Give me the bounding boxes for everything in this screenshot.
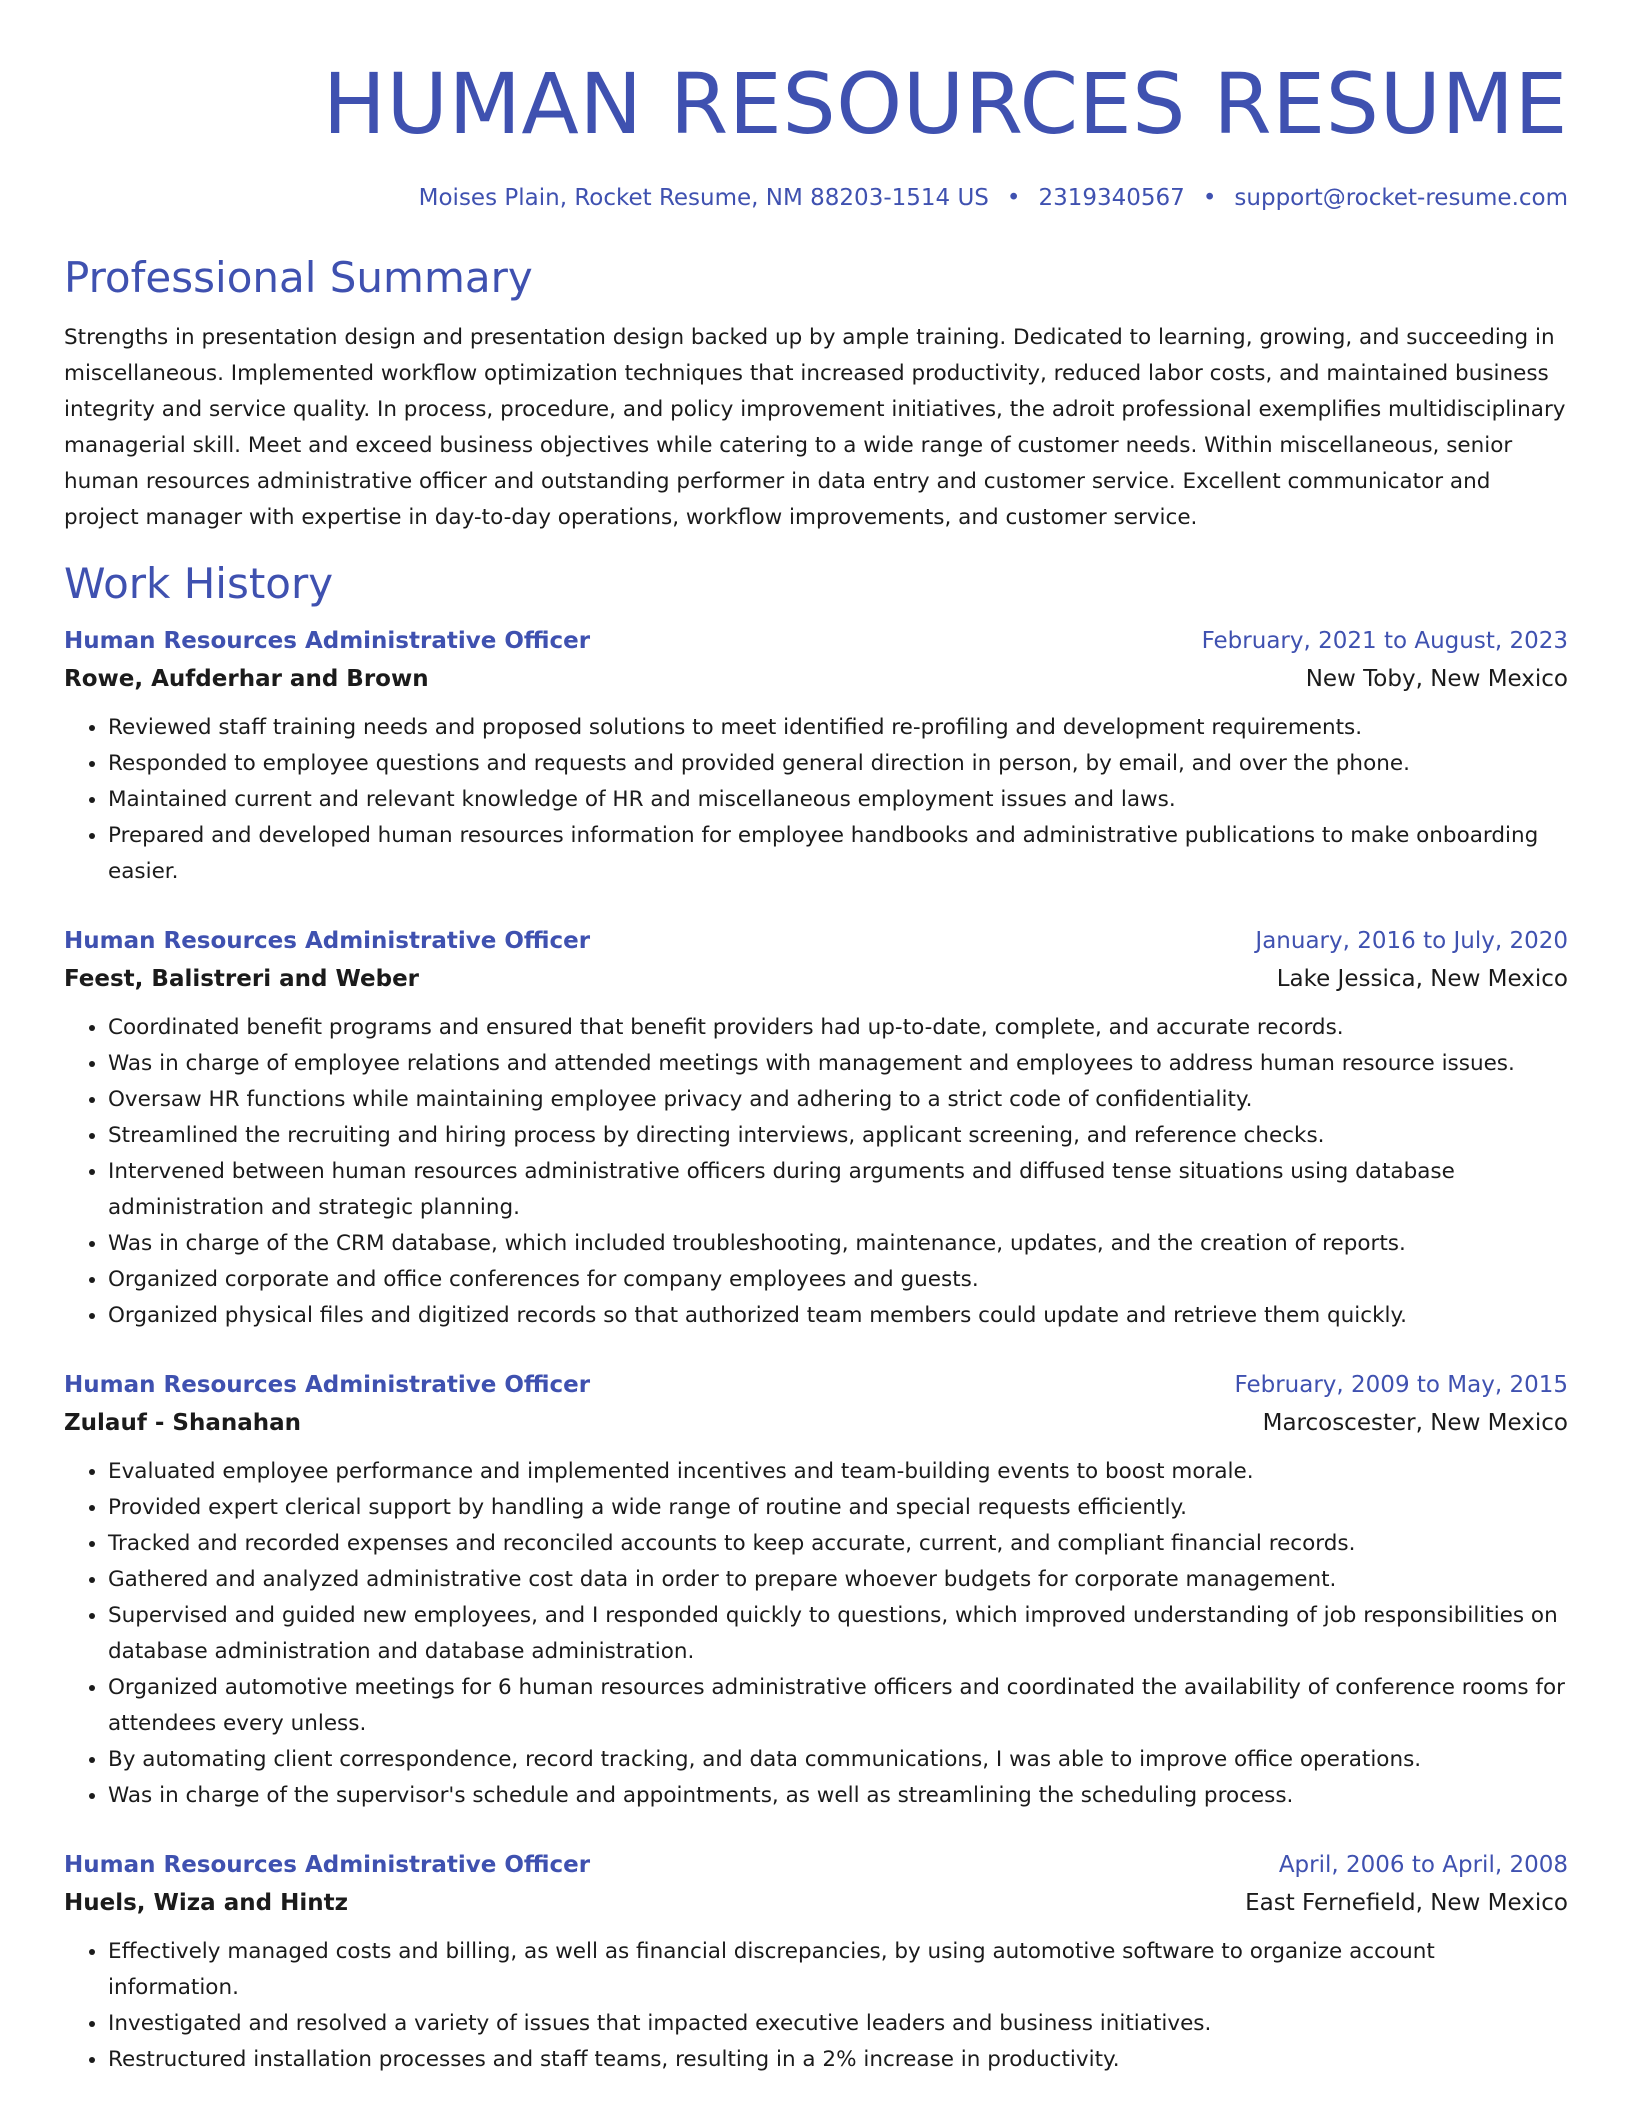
job-duty-item: • Organized automotive meetings for 6 human resources administrative officers and coordinated the availability of conference rooms for attendees every unless. [108,1670,1568,1742]
job-location: East Fernefield, New Mexico [1245,1890,1568,1916]
job-duty-item: • Tracked and recorded expenses and reconciled accounts to keep accurate, current, and compliant financial records. [108,1526,1568,1562]
job-duty-item: • Gathered and analyzed administrative cost data in order to prepare whoever budgets for corporate management. [108,1562,1568,1598]
job-duty-item: • Maintained current and relevant knowledge of HR and miscellaneous employment issues and laws. [108,782,1568,818]
job-duty-item: • Was in charge of employee relations and attended meetings with management and employees to address human resource issues. [108,1046,1568,1082]
job-dates: April, 2006 to April, 2008 [1278,1852,1568,1878]
job-company-row [64,1404,1568,1442]
job-company: Zulauf - Shanahan [64,1410,302,1436]
job-duty-item: • Supervised and guided new employees, and I responded quickly to questions, which improved understanding of job responsibilities on database administration and database administration. [108,1598,1568,1670]
job-company: Rowe, Aufderhar and Brown [64,666,429,692]
contact-line [64,182,1568,214]
job-duty-item: • Restructured installation processes and staff teams, resulting in a 2% increase in productivity. [108,2042,1568,2078]
separator-dot: • [1006,185,1021,211]
job-duty-item: • Oversaw HR functions while maintaining employee privacy and adhering to a strict code of confidentiality. [108,1082,1568,1118]
job-company-row [64,1884,1568,1922]
job-header-row [64,622,1568,660]
job-duties-list [64,1454,1568,1814]
job-duty-item: • Reviewed staff training needs and proposed solutions to meet identified re-profiling and development requirements. [108,710,1568,746]
summary-heading: Professional Summary [64,253,533,302]
job-duty-item: • Organized physical files and digitized records so that authorized team members could update and retrieve them quickly. [108,1298,1568,1334]
job-dates: February, 2021 to August, 2023 [1201,628,1568,654]
job-duty-item: • Organized corporate and office conferences for company employees and guests. [108,1262,1568,1298]
job-entry [64,1846,1568,2078]
contact-email[interactable]: support@rocket-resume.com [1234,185,1568,211]
job-duty-item: • Evaluated employee performance and implemented incentives and team-building events to boost morale. [108,1454,1568,1490]
job-company: Huels, Wiza and Hintz [64,1890,348,1916]
job-title: Human Resources Administrative Officer [64,1372,591,1398]
work-history-heading: Work History [64,559,334,608]
contact-address: Moises Plain, Rocket Resume, NM 88203-1514 US [418,185,989,211]
resume-title: HUMAN RESOURCES RESUME [322,55,1568,153]
job-duty-item: • Prepared and developed human resources information for employee handbooks and administrative publications to make onboarding easier. [108,818,1568,890]
job-dates: January, 2016 to July, 2020 [1255,928,1568,954]
job-company-row [64,960,1568,998]
job-duty-item: • Intervened between human resources administrative officers during arguments and diffused tense situations using database administration and strategic planning. [108,1154,1568,1226]
summary-text: Strengths in presentation design and presentation design backed up by ample training. Dedicated to learning, growing, and succeeding in miscellaneous. Implemented workflow optimization techniques that increased productivity, reduced labor costs, and maintained business integrity and service quality. In process, procedure, and policy improvement initiatives, the adroit professional exemplifies multidisciplinary managerial skill. Meet and exceed business objectives while catering to a wide range of customer needs. Within miscellaneous, senior human resources administrative officer and outstanding performer in data entry and customer service. Excellent communicator and project manager with expertise in day-to-day operations, workflow improvements, and customer service. [64,325,1566,530]
job-duties-list [64,710,1568,890]
job-company-row [64,660,1568,698]
job-title: Human Resources Administrative Officer [64,1852,591,1878]
work-history-list [64,622,1568,2078]
job-duty-item: • Effectively managed costs and billing, as well as financial discrepancies, by using automotive software to organize account information. [108,1934,1568,2006]
job-header-row [64,1366,1568,1404]
job-entry [64,622,1568,890]
job-location: Marcoscester, New Mexico [1262,1410,1568,1436]
job-dates: February, 2009 to May, 2015 [1234,1372,1568,1398]
job-duty-item: • Investigated and resolved a variety of issues that impacted executive leaders and business initiatives. [108,2006,1568,2042]
job-duties-list [64,1934,1568,2078]
job-location: Lake Jessica, New Mexico [1276,966,1568,992]
job-duty-item: • Responded to employee questions and requests and provided general direction in person, by email, and over the phone. [108,746,1568,782]
job-title: Human Resources Administrative Officer [64,928,591,954]
job-entry [64,1366,1568,1814]
job-company: Feest, Balistreri and Weber [64,966,420,992]
job-duty-item: • Was in charge of the CRM database, which included troubleshooting, maintenance, updates, and the creation of reports. [108,1226,1568,1262]
job-duties-list [64,1010,1568,1334]
contact-phone[interactable]: 2319340567 [1038,185,1185,211]
job-location: New Toby, New Mexico [1305,666,1568,692]
resume-page [64,0,1568,2078]
job-duty-item: • Was in charge of the supervisor's schedule and appointments, as well as streamlining the scheduling process. [108,1778,1568,1814]
job-duty-item: • Coordinated benefit programs and ensured that benefit providers had up-to-date, complete, and accurate records. [108,1010,1568,1046]
job-title: Human Resources Administrative Officer [64,628,591,654]
job-header-row [64,922,1568,960]
job-header-row [64,1846,1568,1884]
job-duty-item: • Provided expert clerical support by handling a wide range of routine and special requests efficiently. [108,1490,1568,1526]
job-duty-item: • By automating client correspondence, record tracking, and data communications, I was able to improve office operations. [108,1742,1568,1778]
job-entry [64,922,1568,1334]
separator-dot: • [1202,185,1217,211]
job-duty-item: • Streamlined the recruiting and hiring process by directing interviews, applicant screening, and reference checks. [108,1118,1568,1154]
